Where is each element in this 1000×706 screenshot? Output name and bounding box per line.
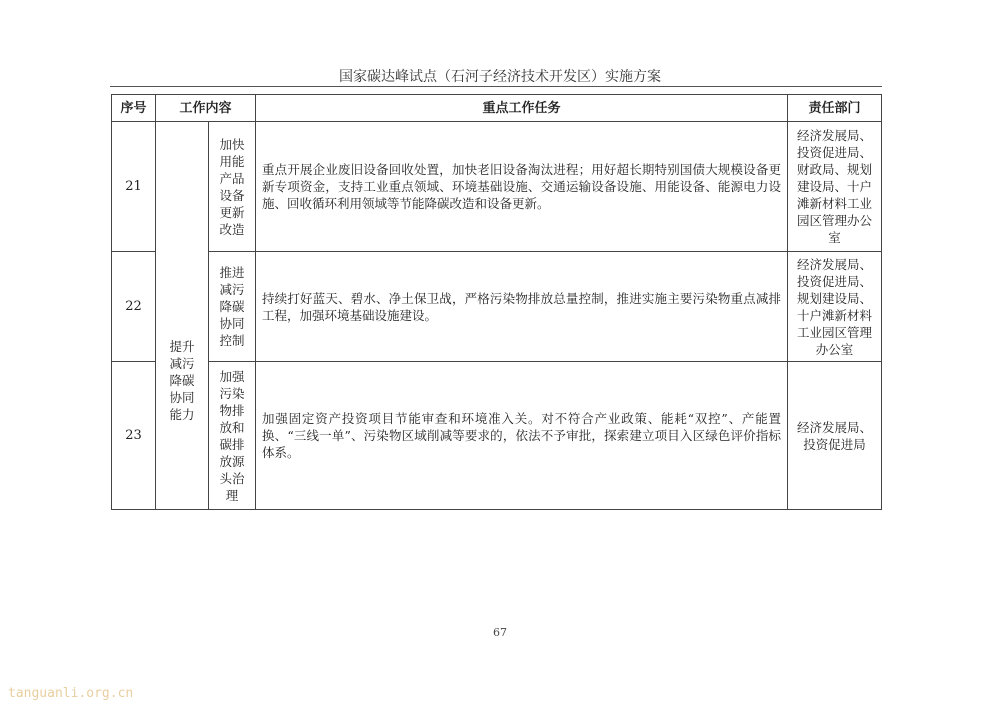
row-task: 加强固定资产投资项目节能审查和环境准入关。对不符合产业政策、能耗“双控”、产能置换、“三线一单”、污染物区域削减等要求的，依法不予审批，探索建立项目入区绿色评价指标体系。 bbox=[256, 362, 788, 510]
header-seq: 序号 bbox=[112, 95, 156, 122]
row-task: 重点开展企业废旧设备回收处置，加快老旧设备淘汰进程；用好超长期特别国债大规模设备更新专项资金，支持工业重点领域、环境基础设施、交通运输设备设施、用能设备、能源电力设施、回收循环利用领域等节能降碳改造和设备更新。 bbox=[256, 122, 788, 252]
page-number: 67 bbox=[493, 626, 507, 639]
row-seq: 22 bbox=[112, 252, 156, 362]
row-seq: 21 bbox=[112, 122, 156, 252]
row-sub-item: 加快 用能 产品 设备 更新 改造 bbox=[209, 122, 256, 252]
work-plan-table bbox=[111, 94, 882, 510]
header-responsible-dept: 责任部门 bbox=[788, 95, 882, 122]
row-dept: 经济发展局、 投资促进局、 财政局、规划 建设局、十户 滩新材料工业 园区管理办公 室 bbox=[788, 122, 882, 252]
row-dept: 经济发展局、 投资促进局 bbox=[788, 362, 882, 510]
document-header-title: 国家碳达峰试点（石河子经济技术开发区）实施方案 bbox=[339, 69, 661, 85]
row-sub-item: 推进 减污 降碳 协同 控制 bbox=[209, 252, 256, 362]
watermark-text: tanguanli.org.cn bbox=[8, 686, 134, 701]
row-seq: 23 bbox=[112, 362, 156, 510]
table-header-row bbox=[112, 95, 882, 122]
table-row bbox=[112, 122, 882, 252]
row-task: 持续打好蓝天、碧水、净土保卫战，严格污染物排放总量控制，推进实施主要污染物重点减排工程，加强环境基础设施建设。 bbox=[256, 252, 788, 362]
row-category-empty bbox=[156, 122, 209, 252]
row-dept: 经济发展局、 投资促进局、 规划建设局、 十户滩新材料 工业园区管理 办公室 bbox=[788, 252, 882, 362]
table-row bbox=[112, 252, 882, 362]
row-category: 提升 减污 降碳 协同 能力 bbox=[156, 252, 209, 510]
row-sub-item: 加强 污染 物排 放和 碳排 放源 头治 理 bbox=[209, 362, 256, 510]
header-key-tasks: 重点工作任务 bbox=[256, 95, 788, 122]
header-divider bbox=[110, 86, 882, 87]
table-row bbox=[112, 362, 882, 510]
header-work-content: 工作内容 bbox=[156, 95, 256, 122]
